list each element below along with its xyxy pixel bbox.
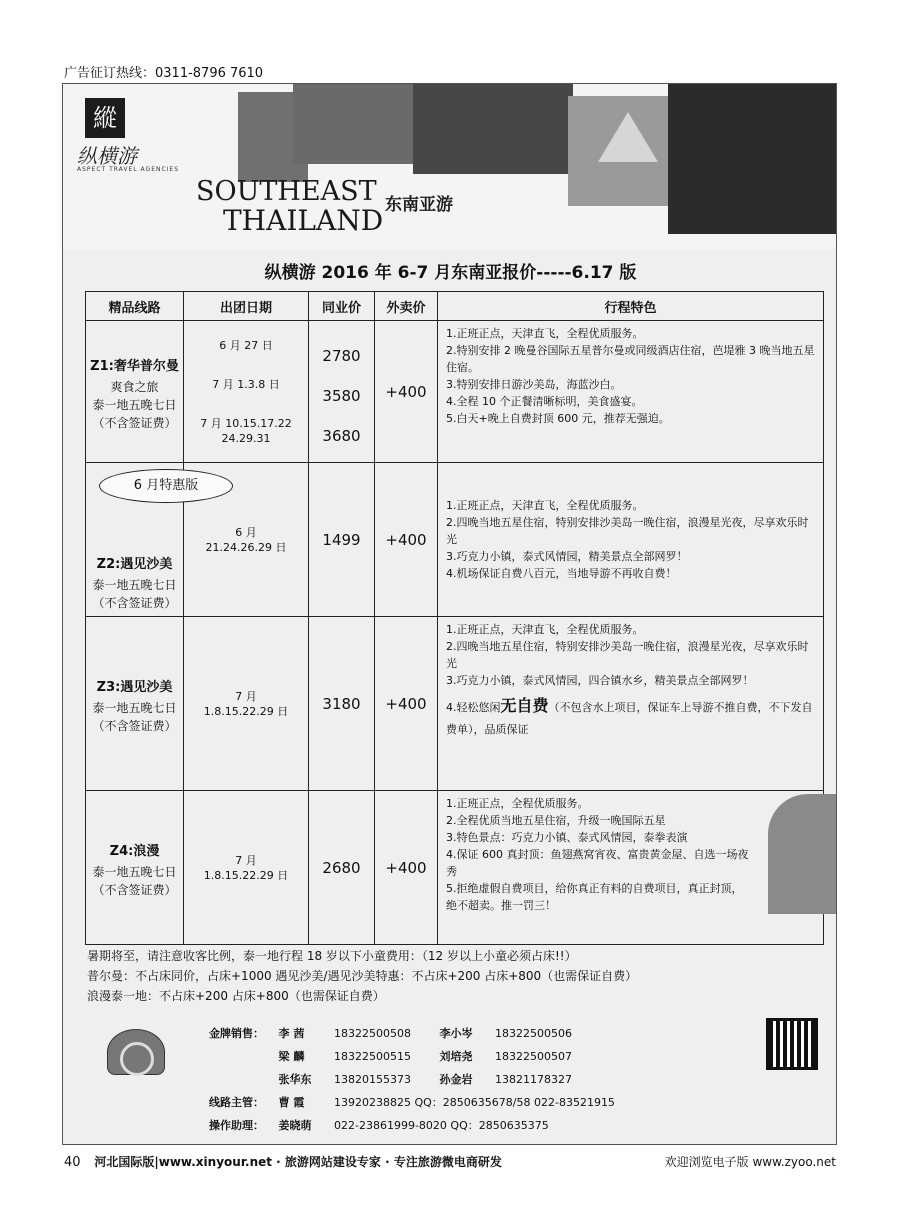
route-subtitle: （不含签证费） [92, 416, 177, 430]
column-header-itinerary: 行程特色 [438, 292, 824, 321]
price-table [85, 291, 824, 945]
itinerary-item: 2.四晚当地五星住宿，特别安排沙美岛一晚住宿，浪漫星光夜，尽享欢乐时光 [446, 516, 809, 546]
contact-row [209, 1068, 615, 1091]
table-header-row [86, 292, 824, 321]
departure-date: 7 月 10.15.17.22 [200, 416, 292, 430]
page-title: 纵横游 2016 年 6-7 月东南亚报价-----6.17 版 [264, 263, 637, 283]
itinerary-cell [438, 791, 824, 945]
retail-markup: +400 [385, 530, 427, 549]
dates-cell [184, 321, 309, 463]
itinerary-item: 1.正班正点，天津直飞，全程优质服务。 [446, 623, 644, 636]
departure-date: 6 月 27 日 [219, 338, 273, 352]
itinerary-item: 3.特色景点：巧克力小镇、泰式风情园，泰拳表演 [446, 831, 688, 844]
brand-title-southeast: SOUTHEAST [196, 176, 377, 207]
itinerary-item: 1.正班正点，全程优质服务。 [446, 797, 589, 810]
retail-cell [375, 791, 438, 945]
route-subtitle: 泰一地五晚七日 [92, 701, 177, 715]
note-line: 浪漫泰一地：不占床+200 占床+800（也需保证自费） [87, 989, 385, 1003]
departure-date: 7 月 1.3.8 日 [212, 377, 280, 391]
dates-cell [184, 617, 309, 791]
departure-date: 7 月 [235, 689, 257, 703]
brand-title-thailand: THAILAND [223, 204, 384, 237]
itinerary-item: 5.白天+晚上自费封顶 600 元，推荐无强迫。 [446, 412, 670, 425]
banner-photo-dancers [413, 84, 573, 174]
contact-phone: 18322500508 [334, 1027, 411, 1040]
departure-date: 21.24.26.29 日 [205, 540, 287, 554]
itinerary-item: 3.特别安排日游沙美岛，海蓝沙白。 [446, 378, 622, 391]
itinerary-cell [438, 463, 824, 617]
brand-logo-english: ASPECT TRAVEL AGENCIES [77, 166, 180, 173]
trade-price-cell [309, 791, 375, 945]
contact-name: 曹 霞 [278, 1096, 305, 1109]
retail-markup: +400 [385, 858, 427, 877]
note-line: 暑期将至，请注意收客比例，泰一地行程 18 岁以下小童费用：（12 岁以上小童必须占床!!） [87, 949, 577, 963]
itinerary-item: 4.保证 600 真封顶：鱼翅燕窝宵夜、富贵黄金屋、自选一场夜秀 [446, 848, 749, 878]
itinerary-cell [438, 321, 824, 463]
retail-markup: +400 [385, 694, 427, 713]
contact-phone: 18322500507 [495, 1050, 572, 1063]
itinerary-item: 3.巧克力小镇，泰式风情园，四合镇水乡，精美景点全部网罗！ [446, 674, 754, 687]
trade-price: 3180 [322, 694, 361, 713]
route-subtitle: 泰一地五晚七日 [92, 865, 177, 879]
route-subtitle: 泰一地五晚七日 [92, 398, 177, 412]
contact-phone: 18322500515 [334, 1050, 411, 1063]
table-row [86, 321, 824, 463]
trade-price: 2780 [322, 346, 361, 365]
brand-logo-mark: 縱 [85, 98, 125, 138]
departure-date: 24.29.31 [221, 431, 271, 445]
contact-name: 姜晓萌 [278, 1119, 312, 1132]
itinerary-item [446, 695, 815, 741]
assistant-label: 操作助理： [209, 1119, 264, 1132]
brand-logo-name: 纵横游 [77, 144, 137, 168]
itinerary-item: 4.机场保证自费八百元，当地导游不再收自费！ [446, 567, 677, 580]
telephone-dial-icon [120, 1042, 154, 1076]
route-title: Z3:遇见沙美 [96, 680, 173, 695]
route-title: Z4:浪漫 [109, 844, 160, 859]
contact-name: 李小岑 [439, 1027, 473, 1040]
brand-title-chinese: 东南亚游 [385, 195, 453, 215]
contact-details: 13920238825 QQ：2850635678/58 022-83521915 [334, 1096, 615, 1109]
trade-price-cell [309, 463, 375, 617]
itinerary-item-prefix: 4.轻松悠闲 [446, 701, 501, 714]
model-portrait-photo [768, 794, 837, 914]
retail-cell [375, 321, 438, 463]
contact-row [209, 1022, 615, 1045]
route-subtitle: 泰一地五晚七日 [92, 578, 177, 592]
manager-label: 线路主管： [209, 1096, 264, 1109]
route-cell [86, 791, 184, 945]
contact-row [209, 1045, 615, 1068]
itinerary-item: 3.巧克力小镇，泰式风情园，精美景点全部网罗！ [446, 550, 688, 563]
contact-phone: 18322500506 [495, 1027, 572, 1040]
contact-row [209, 1091, 615, 1114]
itinerary-item-suffix: （不包含水上项目，保证车上导游不推自费，不下发自费单），品质保证 [446, 701, 813, 736]
itinerary-item: 2.特别安排 2 晚曼谷国际五星普尔曼或同级酒店住宿，芭堤雅 3 晚当地五星住宿。 [446, 344, 815, 374]
route-subtitle: （不含签证费） [92, 596, 177, 610]
contact-phone: 13821178327 [495, 1073, 572, 1086]
page-number: 40 [64, 1155, 81, 1170]
banner-photo-spa [293, 84, 423, 164]
sales-label: 金牌销售： [209, 1027, 264, 1040]
departure-date: 7 月 [235, 853, 257, 867]
route-title: Z1:奢华普尔曼 [90, 359, 179, 374]
contact-row [209, 1114, 615, 1137]
no-self-pay-highlight: 无自费 [500, 696, 549, 715]
trade-price-cell [309, 617, 375, 791]
retail-cell [375, 617, 438, 791]
trade-price: 3680 [322, 426, 361, 445]
contact-details: 022-23861999-8020 QQ：2850635375 [334, 1119, 549, 1132]
retail-cell [375, 463, 438, 617]
contact-name: 梁 麟 [278, 1050, 305, 1063]
departure-date: 1.8.15.22.29 日 [203, 868, 289, 882]
trade-price-cell [309, 321, 375, 463]
trade-price: 1499 [322, 530, 361, 549]
trade-price: 2680 [322, 858, 361, 877]
itinerary-item: 1.正班正点，天津直飞，全程优质服务。 [446, 499, 644, 512]
retail-markup: +400 [385, 382, 427, 401]
table-row [86, 617, 824, 791]
page-footer [64, 1153, 836, 1170]
column-header-retail: 外卖价 [375, 292, 438, 321]
route-subtitle: （不含签证费） [92, 719, 177, 733]
qr-code-icon [766, 1018, 818, 1070]
departure-date: 6 月 [235, 525, 257, 539]
dates-cell [184, 791, 309, 945]
table-row [86, 791, 824, 945]
itinerary-item: 4.全程 10 个正餐清晰标明，美食盛宴。 [446, 395, 643, 408]
route-cell [86, 617, 184, 791]
column-header-dates: 出团日期 [184, 292, 309, 321]
child-pricing-notes [87, 946, 637, 1006]
column-header-trade-price: 同业价 [309, 292, 375, 321]
contact-list [209, 1022, 615, 1137]
banner-photo-elephants [668, 84, 837, 234]
route-title: Z2:遇见沙美 [96, 557, 173, 572]
banner [63, 84, 837, 249]
contact-name: 张华东 [278, 1073, 312, 1086]
route-cell [86, 321, 184, 463]
june-special-bubble: 6 月特惠版 [99, 469, 233, 503]
trade-price: 3580 [322, 386, 361, 405]
route-subtitle: （不含签证费） [92, 883, 177, 897]
footer-left-text: 河北国际版|www.xinyour.net · 旅游网站建设专家 · 专注旅游微电商研发 [94, 1155, 502, 1169]
itinerary-item: 1.正班正点，天津直飞，全程优质服务。 [446, 327, 644, 340]
departure-date: 1.8.15.22.29 日 [203, 704, 289, 718]
itinerary-item: 5.拒绝虚假自费项目，给你真正有料的自费项目，真正封顶，绝不超卖。推一罚三！ [446, 882, 743, 912]
contact-name: 刘培尧 [439, 1050, 473, 1063]
column-header-route: 精品线路 [86, 292, 184, 321]
footer-right-text: 欢迎浏览电子版 www.zyoo.net [664, 1155, 836, 1169]
note-line: 普尔曼：不占床同价，占床+1000 遇见沙美/遇见沙美特惠：不占床+200 占床+800（也需保证自费） [87, 969, 638, 983]
contact-name: 李 茜 [278, 1027, 305, 1040]
contact-name: 孙金岩 [439, 1073, 473, 1086]
route-subtitle: 爽食之旅 [110, 380, 159, 394]
flyer-page [62, 83, 837, 1145]
itinerary-item: 2.全程优质当地五星住宿，升级一晚国际五星 [446, 814, 666, 827]
itinerary-cell [438, 617, 824, 791]
itinerary-item: 2.四晚当地五星住宿，特别安排沙美岛一晚住宿，浪漫星光夜，尽享欢乐时光 [446, 640, 809, 670]
contact-phone: 13820155373 [334, 1073, 411, 1086]
ad-hotline: 广告征订热线：0311-8796 7610 [64, 66, 264, 81]
